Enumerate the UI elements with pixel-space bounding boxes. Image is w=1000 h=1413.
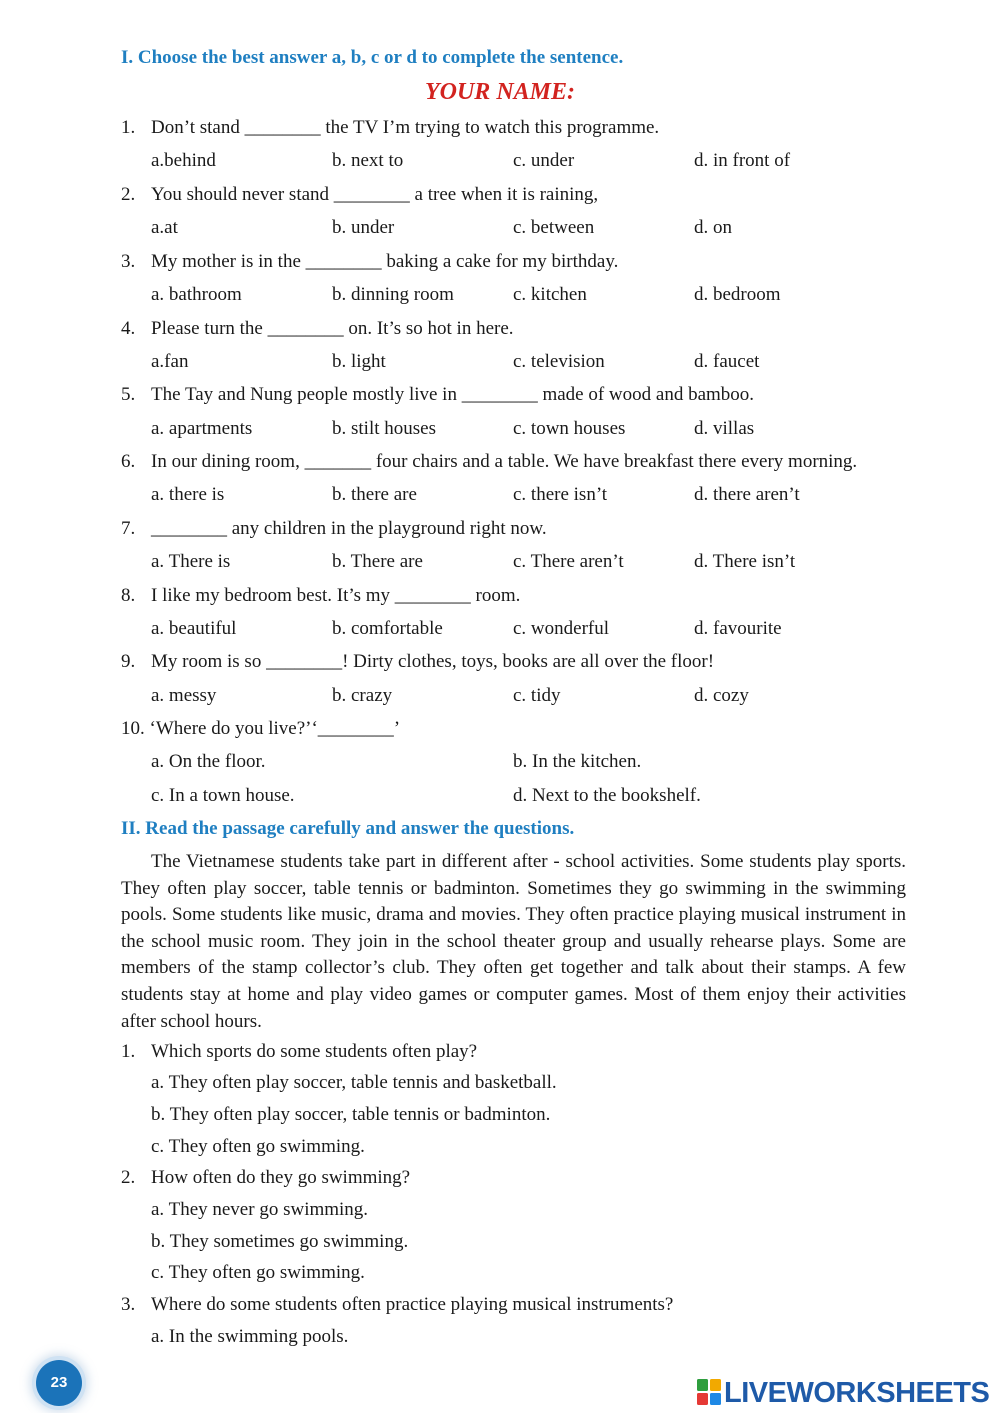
option-d[interactable]: d. bedroom	[694, 284, 781, 305]
option-a[interactable]: a. there is	[151, 484, 225, 505]
question-number: 3.	[121, 251, 136, 272]
answer-a[interactable]: a. In the swimming pools.	[151, 1326, 349, 1347]
question-7	[121, 518, 547, 540]
question-number: 2.	[121, 184, 136, 205]
question-10-options-row-2	[151, 785, 911, 809]
option-c[interactable]: c. There aren’t	[513, 551, 624, 572]
question-number: 1.	[121, 117, 136, 138]
reading-question-1	[121, 1041, 477, 1063]
question-number: 6.	[121, 451, 136, 472]
section-2-title: II. Read the passage carefully and answer the questions.	[121, 818, 575, 839]
question-number: 3.	[121, 1294, 136, 1315]
option-b[interactable]: b. next to	[332, 150, 404, 171]
question-text: The Tay and Nung people mostly live in ________ made of wood and bamboo.	[151, 384, 755, 405]
question-6	[121, 451, 857, 473]
answer-c[interactable]: c. They often go swimming.	[151, 1136, 365, 1157]
logo-square-4	[710, 1393, 721, 1405]
option-d[interactable]: d. on	[694, 217, 732, 238]
option-a[interactable]: a. messy	[151, 685, 217, 706]
question-3-options	[151, 284, 911, 308]
option-c[interactable]: c. television	[513, 351, 605, 372]
question-number: 10.	[121, 718, 145, 739]
question-4-options	[151, 351, 911, 375]
option-a[interactable]: a. apartments	[151, 418, 253, 439]
logo-square-1	[697, 1379, 708, 1391]
option-a[interactable]: a. There is	[151, 551, 231, 572]
liveworksheets-logo-icon	[697, 1379, 721, 1405]
option-d[interactable]: d. cozy	[694, 685, 749, 706]
logo-square-3	[697, 1393, 708, 1405]
question-number: 7.	[121, 518, 136, 539]
question-5-options	[151, 418, 911, 442]
question-text: My room is so ________! Dirty clothes, toys, books are all over the floor!	[151, 651, 715, 672]
reading-passage	[121, 849, 906, 1035]
reading-question-2	[121, 1167, 410, 1189]
question-text: My mother is in the ________ baking a cake for my birthday.	[151, 251, 619, 272]
question-number: 1.	[121, 1041, 136, 1062]
question-text: ________ any children in the playground right now.	[151, 518, 547, 539]
option-b[interactable]: b. In the kitchen.	[513, 751, 642, 772]
question-number: 2.	[121, 1167, 136, 1188]
option-c[interactable]: c. wonderful	[513, 618, 610, 639]
question-1	[121, 117, 659, 139]
question-10-options-row-1	[151, 751, 911, 775]
question-text: Which sports do some students often play?	[151, 1041, 478, 1062]
page-number-badge: 23	[36, 1360, 82, 1406]
option-b[interactable]: b. there are	[332, 484, 417, 505]
option-a[interactable]: a.fan	[151, 351, 189, 372]
option-a[interactable]: a. On the floor.	[151, 751, 266, 772]
answer-c[interactable]: c. They often go swimming.	[151, 1262, 365, 1283]
answer-b[interactable]: b. They often play soccer, table tennis or badminton.	[151, 1104, 551, 1125]
option-d[interactable]: d. villas	[694, 418, 755, 439]
reading-question-3	[121, 1294, 673, 1316]
question-8	[121, 585, 520, 607]
option-d[interactable]: d. faucet	[694, 351, 760, 372]
option-b[interactable]: b. under	[332, 217, 395, 238]
option-a[interactable]: a. beautiful	[151, 618, 237, 639]
question-number: 9.	[121, 651, 136, 672]
question-10	[121, 718, 400, 740]
option-b[interactable]: b. stilt houses	[332, 418, 436, 439]
question-4	[121, 318, 514, 340]
question-text: Don’t stand ________ the TV I’m trying to watch this programme.	[151, 117, 660, 138]
question-text: I like my bedroom best. It’s my ________ room.	[151, 585, 521, 606]
option-c[interactable]: c. town houses	[513, 418, 626, 439]
question-9-options	[151, 685, 911, 709]
question-text: Please turn the ________ on. It’s so hot in here.	[151, 318, 514, 339]
question-number: 5.	[121, 384, 136, 405]
option-b[interactable]: b. crazy	[332, 685, 393, 706]
question-2-options	[151, 217, 911, 241]
option-d[interactable]: d. Next to the bookshelf.	[513, 785, 701, 806]
question-text: Where do some students often practice playing musical instruments?	[151, 1294, 674, 1315]
question-number: 4.	[121, 318, 136, 339]
option-b[interactable]: b. light	[332, 351, 386, 372]
answer-a[interactable]: a. They never go swimming.	[151, 1199, 369, 1220]
option-a[interactable]: a.at	[151, 217, 178, 238]
answer-b[interactable]: b. They sometimes go swimming.	[151, 1231, 409, 1252]
option-b[interactable]: b. dinning room	[332, 284, 454, 305]
option-d[interactable]: d. favourite	[694, 618, 782, 639]
answer-a[interactable]: a. They often play soccer, table tennis and basketball.	[151, 1072, 557, 1093]
question-8-options	[151, 618, 911, 642]
option-c[interactable]: c. tidy	[513, 685, 561, 706]
question-number: 8.	[121, 585, 136, 606]
question-text: In our dining room, _______ four chairs and a table. We have breakfast there every morning.	[151, 451, 858, 472]
option-a[interactable]: a. bathroom	[151, 284, 242, 305]
option-a[interactable]: a.behind	[151, 150, 216, 171]
option-c[interactable]: c. between	[513, 217, 595, 238]
question-5	[121, 384, 754, 406]
brand-wordmark: LIVEWORKSHEETS	[724, 1377, 990, 1409]
question-3	[121, 251, 618, 273]
question-7-options	[151, 551, 911, 575]
passage-text: The Vietnamese students take part in different after - school activities. Some students play sports. They often play soccer, table tennis or badminton. Sometimes they go swimming in the swimming pools. Some students like music, drama and movies. They often practice playing musical instrument in the school music room. They join in the school theater group and usually rehearse plays. Some are members of the stamp collector’s club. They often get together and talk about their stamps. A few students stay at home and play video games or computer games. Most of them enjoy their activities after school hours.	[121, 851, 906, 1032]
section-1-title: I. Choose the best answer a, b, c or d to complete the sentence.	[121, 47, 624, 68]
question-text: You should never stand ________ a tree when it is raining,	[151, 184, 599, 205]
option-d[interactable]: d. There isn’t	[694, 551, 796, 572]
question-1-options	[151, 150, 911, 174]
question-text: How often do they go swimming?	[151, 1167, 411, 1188]
your-name-label: YOUR NAME:	[424, 79, 575, 105]
option-c[interactable]: c. kitchen	[513, 284, 587, 305]
question-6-options	[151, 484, 911, 508]
question-9	[121, 651, 714, 673]
question-text: ‘Where do you live?’‘________’	[149, 718, 401, 739]
option-d[interactable]: d. there aren’t	[694, 484, 800, 505]
option-c[interactable]: c. under	[513, 150, 575, 171]
option-d[interactable]: d. in front of	[694, 150, 791, 171]
option-b[interactable]: b. comfortable	[332, 618, 443, 639]
question-2	[121, 184, 598, 206]
logo-square-2	[710, 1379, 721, 1391]
option-c[interactable]: c. In a town house.	[151, 785, 295, 806]
option-b[interactable]: b. There are	[332, 551, 423, 572]
option-c[interactable]: c. there isn’t	[513, 484, 608, 505]
